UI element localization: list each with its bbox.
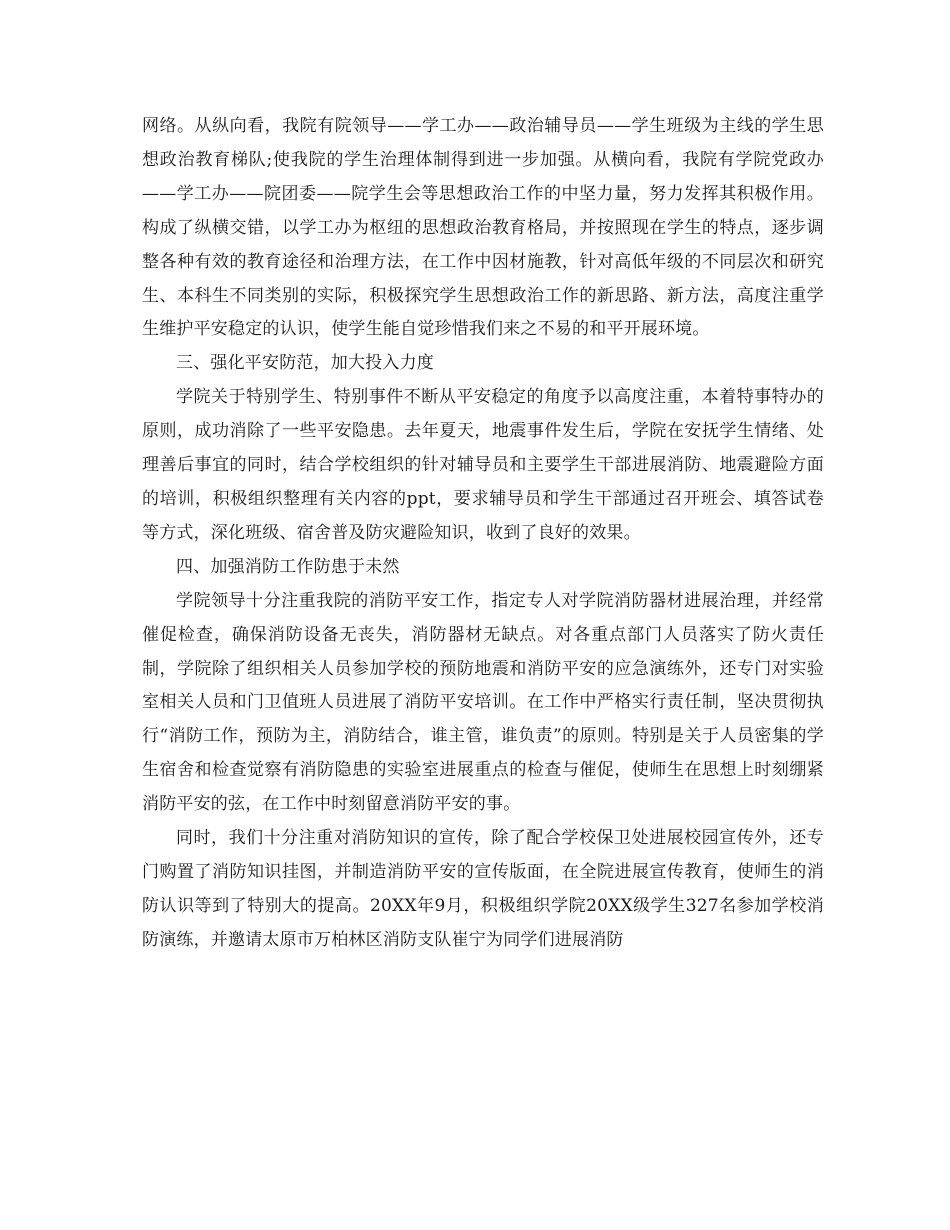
section-heading-4: 四、加强消防工作防患于未然 [176, 556, 400, 577]
paragraph-continuation: 网络。从纵向看，我院有院领导——学工办——政治辅导员——学生班级为主线的学生思想政治教育梯队;使我院的学生治理体制得到进一步加强。从横向看，我院有学院党政办——学工办——院团委——院学生会等思想政治工作的中坚力量，努力发挥其积极作用。构成了纵横交错，以学工办为枢纽的思想政治教育格局，并按照现在学生的特点，逐步调整各种有效的教育途径和治理方法，在工作中因材施教，针对高低年级的不同层次和研究生、本科生不同类别的实际，积极探究学生思想政治工作的新思路、新方法，高度注重学生维护平安稳定的认识，使学生能自觉珍惜我们来之不易的和平开展环境。 [142, 116, 824, 340]
paragraph-body: 学院关于特别学生、特别事件不断从平安稳定的角度予以高度注重，本着特事特办的原则，成功消除了一些平安隐患。去年夏天，地震事件发生后，学院在安抚学生情绪、处理善后事宜的同时，结合学校组织的针对辅导员和主要学生干部进展消防、地震避险方面的培训，积极组织整理有关内容的ppt，要求辅导员和学生干部通过召开班会、填答试卷等方式，深化班级、宿舍普及防灾避险知识，收到了良好的效果。 [142, 387, 824, 543]
section-heading-3: 三、强化平安防范，加大投入力度 [176, 353, 434, 374]
document-body [142, 110, 824, 958]
paragraph-body: 学院领导十分注重我院的消防平安工作，指定专人对学院消防器材进展治理，并经常催促检查，确保消防设备无丧失，消防器材无缺点。对各重点部门人员落实了防火责任制，学院除了组织相关人员参加学校的预防地震和消防平安的应急演练外，还专门对实验室相关人员和门卫值班人员进展了消防平安培训。在工作中严格实行责任制，坚决贯彻执行“消防工作，预防为主，消防结合，谁主管，谁负责”的原则。特别是关于人员密集的学生宿舍和检查觉察有消防隐患的实验室进展重点的检查与催促，使师生在思想上时刻绷紧消防平安的弦，在工作中时刻留意消防平安的事。 [142, 590, 824, 815]
paragraph-body: 同时，我们十分注重对消防知识的宣传，除了配合学校保卫处进展校园宣传外，还专门购置了消防知识挂图，并制造消防平安的宣传版面，在全院进展宣传教育，使师生的消防认识等到了特别大的提高。20XX年9月，积极组织学院20XX级学生327名参加学校消防演练，并邀请太原市万柏林区消防支队崔宁为同学们进展消防 [142, 828, 824, 950]
